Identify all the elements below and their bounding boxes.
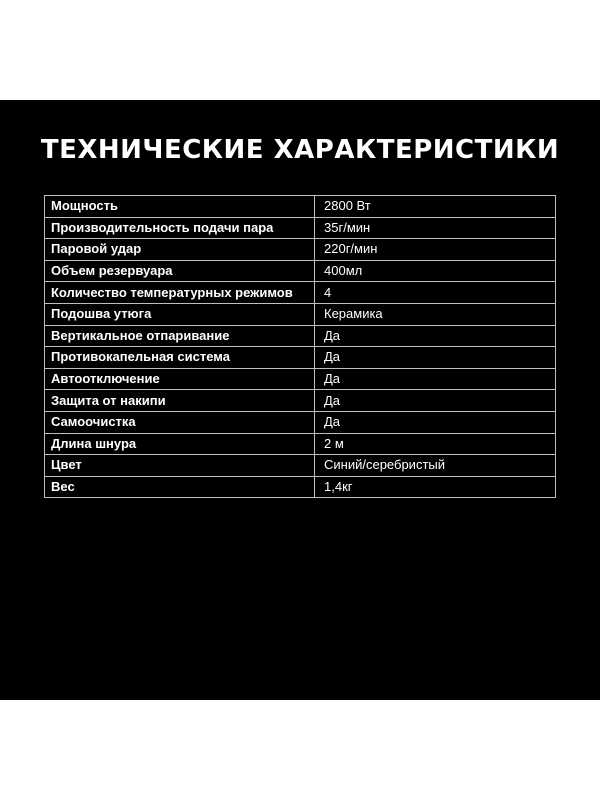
spec-value: 4 [315, 282, 556, 304]
table-row [45, 196, 556, 218]
table-row [45, 476, 556, 498]
spec-value: Да [315, 411, 556, 433]
table-row [45, 347, 556, 369]
spec-name: Количество температурных режимов [45, 282, 315, 304]
spec-name: Объем резервуара [45, 260, 315, 282]
spec-value: 2800 Вт [315, 196, 556, 218]
spec-value: 400мл [315, 260, 556, 282]
table-row [45, 390, 556, 412]
table-row [45, 303, 556, 325]
spec-value: Керамика [315, 303, 556, 325]
spec-value: Да [315, 347, 556, 369]
spec-value: 2 м [315, 433, 556, 455]
spec-value: 220г/мин [315, 239, 556, 261]
table-row [45, 455, 556, 477]
spec-name: Вес [45, 476, 315, 498]
spec-name: Паровой удар [45, 239, 315, 261]
spec-value: 35г/мин [315, 217, 556, 239]
spec-value: Да [315, 325, 556, 347]
table-row [45, 282, 556, 304]
table-row [45, 433, 556, 455]
spec-name: Длина шнура [45, 433, 315, 455]
spec-value: Да [315, 368, 556, 390]
spec-name: Автоотключение [45, 368, 315, 390]
spec-name: Цвет [45, 455, 315, 477]
spec-value: 1,4кг [315, 476, 556, 498]
spec-name: Подошва утюга [45, 303, 315, 325]
spec-name: Защита от накипи [45, 390, 315, 412]
table-row [45, 368, 556, 390]
spec-value: Синий/серебристый [315, 455, 556, 477]
table-row [45, 325, 556, 347]
spec-table [44, 195, 556, 498]
table-row [45, 411, 556, 433]
spec-name: Противокапельная система [45, 347, 315, 369]
table-row [45, 239, 556, 261]
table-row [45, 260, 556, 282]
page-title: ТЕХНИЧЕСКИЕ ХАРАКТЕРИСТИКИ [40, 135, 560, 165]
spec-name: Производительность подачи пара [45, 217, 315, 239]
spec-name: Вертикальное отпаривание [45, 325, 315, 347]
spec-name: Самоочистка [45, 411, 315, 433]
spec-name: Мощность [45, 196, 315, 218]
table-row [45, 217, 556, 239]
spec-value: Да [315, 390, 556, 412]
